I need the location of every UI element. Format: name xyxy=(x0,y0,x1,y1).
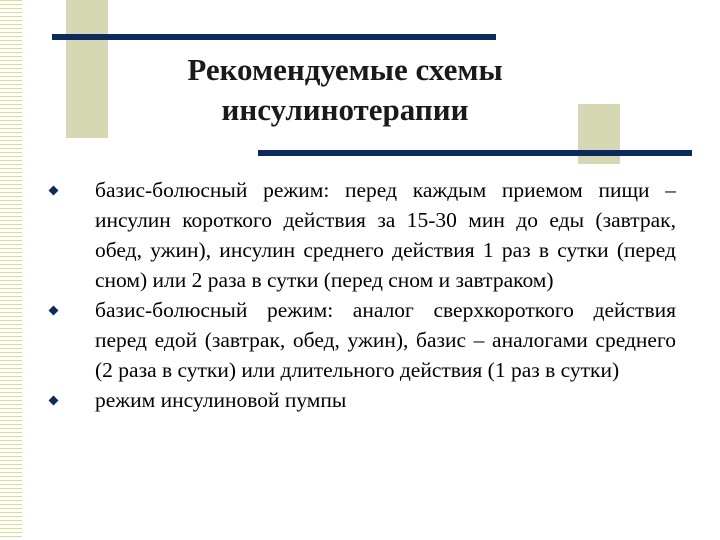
diamond-bullet-icon xyxy=(49,396,59,406)
slide-title-line-2: инсулинотерапии xyxy=(221,92,469,127)
slide-title xyxy=(120,50,570,130)
bullet-list xyxy=(40,175,676,415)
list-item xyxy=(40,295,676,385)
list-item-text: базис-болюсный режим: перед каждым приемом пищи – инсулин короткого действия за 15-30 мин до еды (завтрак, обед, ужин), инсулин среднего действия 1 раз в сутки (перед сном) или 2 раза в сутки (перед сном и завтраком) xyxy=(95,178,676,292)
list-item-text: базис-болюсный режим: аналог сверхкороткого действия перед едой (завтрак, обед, ужин), базис – аналогами среднего (2 раза в сутки) или длительного действия (1 раз в сутки) xyxy=(95,298,676,382)
title-bar-bottom xyxy=(258,150,692,156)
decorative-stripes xyxy=(0,0,22,540)
diamond-bullet-icon xyxy=(49,186,59,196)
diamond-bullet-icon xyxy=(49,306,59,316)
list-item xyxy=(40,175,676,295)
slide-title-line-1: Рекомендуемые схемы xyxy=(187,52,503,87)
decorative-block-top xyxy=(66,0,108,138)
title-bar-top xyxy=(52,34,496,40)
list-item-text: режим инсулиновой пумпы xyxy=(95,388,347,412)
list-item xyxy=(40,385,676,415)
